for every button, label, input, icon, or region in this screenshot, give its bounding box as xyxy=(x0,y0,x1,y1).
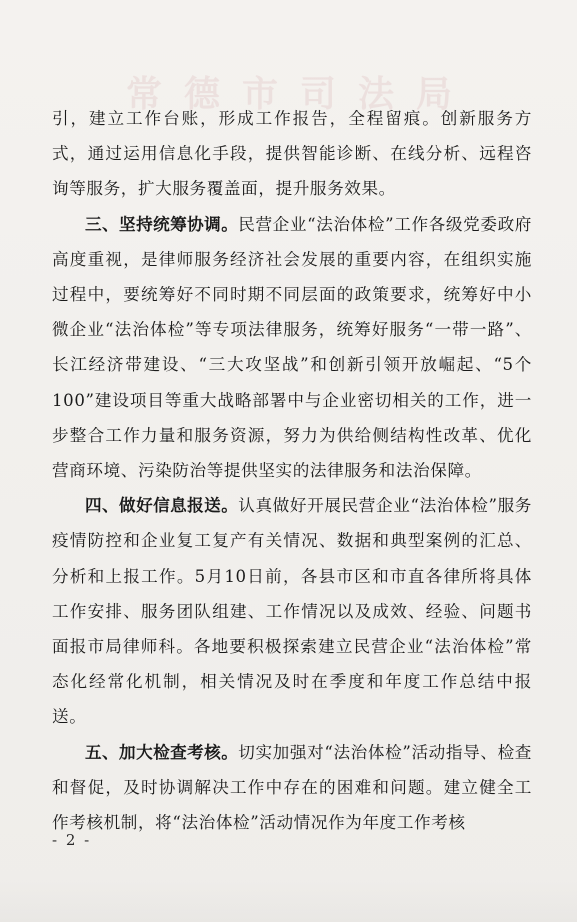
page-number: - 2 - xyxy=(52,831,92,849)
section-body-4: 认真做好开展民营企业“法治体检”服务疫情防控和企业复工复产有关情况、数据和典型案例的汇总、分析和上报工作。5月10日前，各县市区和市直各律所将具体工作安排、服务团队组建、工作情况以及成效、经验、问题书面报市局律师科。各地要积极探索建立民营企业“法治体检”常态化经常化机制，相关情况及时在季度和年度工作总结中报送。 xyxy=(52,496,532,727)
section-heading-4: 四、做好信息报送。 xyxy=(85,496,239,516)
paragraph-section-3 xyxy=(52,207,532,489)
paragraph-section-4 xyxy=(52,488,532,734)
paragraph-continuation: 引，建立工作台账，形成工作报告，全程留痕。创新服务方式，通过运用信息化手段，提供智能诊断、在线分析、远程咨询等服务，扩大服务覆盖面，提升服务效果。 xyxy=(52,109,532,199)
section-body-5: 切实加强对“法治体检”活动指导、检查和督促，及时协调解决工作中存在的困难和问题。建立健全工作考核机制，将“法治体检”活动情况作为年度工作考核 xyxy=(52,742,532,833)
document-body xyxy=(52,101,532,840)
section-heading-3: 三、坚持统筹协调。 xyxy=(85,214,239,234)
section-heading-5: 五、加大检查考核。 xyxy=(85,742,239,762)
scan-edge xyxy=(0,878,577,922)
paragraph-section-5 xyxy=(52,735,532,841)
section-body-3: 民营企业“法治体检”工作各级党委政府高度重视，是律师服务经济社会发展的重要内容，在组织实施过程中，要统筹好不同时期不同层面的政策要求，统筹好中小微企业“法治体检”等专项法律服务，统筹好服务“一带一路”、长江经济带建设、“三大攻坚战”和创新引领开放崛起、“5个100”建设项目等重大战略部署中与企业密切相关的工作，进一步整合工作力量和服务资源，努力为供给侧结构性改革、优化营商环境、污染防治等提供坚实的法律服务和法治保障。 xyxy=(52,214,532,481)
watermark-seal: 常德市司法局 xyxy=(125,73,474,115)
